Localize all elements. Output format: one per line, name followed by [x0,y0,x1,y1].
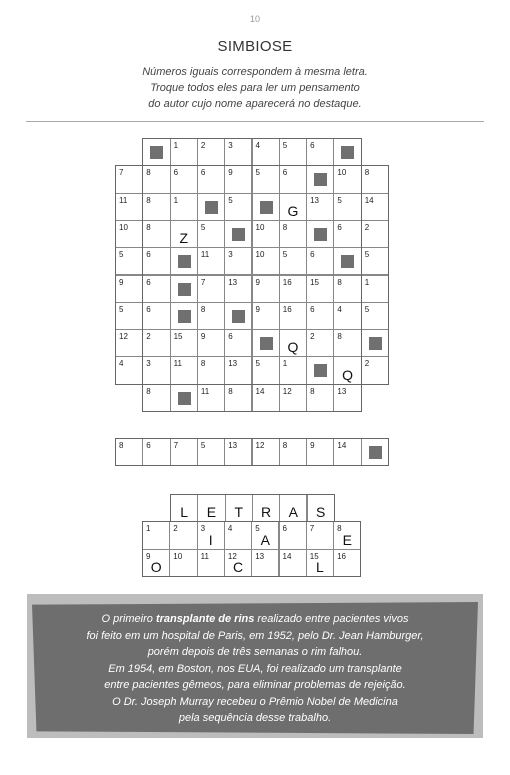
grid-cell [115,275,143,303]
cell-number: 13 [310,195,319,205]
highlight-cell [224,438,252,466]
letras-header-cell [225,494,253,522]
letras-letter: T [234,504,244,521]
cell-number: 8 [200,359,206,369]
grid-cell [333,193,361,221]
cell-number: 2 [200,141,206,150]
grid-cell [197,302,225,330]
cell-number: 12 [227,551,237,561]
grid-cell [224,220,252,248]
cell-number: 14 [364,195,374,205]
cell-number: 6 [228,332,233,342]
cell-number: 8 [228,386,233,396]
letras-letter: R [260,504,272,521]
info-line: pela sequência desse trabalho. [178,712,332,724]
cell-number: 12 [119,332,128,342]
cell-number: 4 [255,141,260,150]
highlight-cell [252,438,280,466]
grid-cell [115,302,143,330]
cell-number: 3 [228,250,233,260]
grid-cell [115,193,143,221]
grid-cell [306,247,334,275]
cell-number: 9 [200,332,206,342]
cell-letter: Q [287,339,299,356]
cell-number: 8 [337,332,342,342]
grid-cell [306,275,334,303]
info-text [32,611,478,727]
cell-number: 12 [255,441,265,450]
cell-number: 15 [310,277,319,287]
cell-number: 13 [337,386,347,396]
cell-number: 6 [200,168,206,178]
cell-number: 8 [200,304,206,314]
cell-number: 10 [255,222,265,232]
cell-number: 2 [173,524,178,534]
grid-cell [333,138,361,166]
key-cell [251,521,279,549]
key-letter: A [260,531,270,548]
info-line: foi feito em um hospital de Paris, em 1952, pelo Dr. Jean Hamburger, [86,629,424,642]
grid-cell [197,138,225,166]
cell-number: 2 [364,359,370,369]
cell-number: 8 [310,386,315,396]
cell-number: 13 [228,277,238,287]
cell-number: 16 [282,277,292,287]
grid-cell [115,247,143,275]
cell-number: 8 [282,222,288,232]
grid-cell [252,384,280,412]
cell-number: 6 [310,141,315,150]
cell-number: 5 [282,250,288,260]
grid-cell [306,220,334,248]
cell-number: 4 [227,524,233,534]
cell-number: 13 [228,441,238,450]
grid-cell [361,275,389,303]
cell-number: 8 [146,222,151,232]
highlight-cell [333,438,361,466]
cell-number: 8 [146,168,151,178]
cell-number: 13 [255,551,265,561]
grid-cell [306,384,334,412]
instruction-line: Troque todos eles para ler um pensamento [150,82,360,94]
grid-cell [252,193,280,221]
cell-number: 5 [200,441,206,450]
key-cell [197,521,225,549]
cell-number: 13 [228,359,238,369]
key-cell [306,549,334,577]
grid-cell [142,329,170,357]
cell-number: 10 [337,168,347,178]
instructions [0,64,510,112]
divider [26,121,484,122]
grid-cell [306,193,334,221]
key-cell [197,549,225,577]
instruction-line: do autor cujo nome aparecerá no destaque. [148,98,362,110]
cell-number: 9 [310,441,315,450]
grid-cell [361,329,389,357]
letras-letter: S [315,504,326,521]
cell-number: 5 [200,222,206,232]
cell-number: 5 [119,304,124,314]
cell-number: 5 [228,195,233,205]
grid-cell [224,275,252,303]
info-line: entre pacientes gêmeos, para eliminar problemas de rejeição. [104,679,406,691]
cell-number: 1 [282,359,288,369]
grid-cell [115,356,143,384]
key-cell [333,549,361,577]
cell-number: 10 [255,250,265,260]
grid-cell [224,329,252,357]
grid-cell [142,384,170,412]
grid-cell [142,220,170,248]
cell-number: 6 [310,304,315,314]
cell-number: 4 [337,304,342,314]
cell-number: 14 [282,551,292,561]
highlight-cell [115,438,143,466]
key-cell [169,521,197,549]
grid-cell [224,165,252,193]
cell-number: 9 [146,551,151,561]
key-cell [142,521,170,549]
grid-cell [142,165,170,193]
key-letter: C [232,558,244,575]
grid-cell [252,275,280,303]
key-letter: O [150,558,162,575]
cell-number: 9 [228,168,233,178]
grid-cell [306,356,334,384]
key-cell [306,521,334,549]
grid-cell [252,356,280,384]
cell-number: 5 [255,168,260,178]
grid-cell [361,302,389,330]
cell-letter: G [287,202,299,219]
letras-letter: A [288,504,298,521]
letras-letter: E [206,504,217,521]
cell-number: 9 [119,277,124,287]
key-cell [169,549,197,577]
cell-number: 12 [282,386,292,396]
letras-header-cell [197,494,225,522]
grid-cell [115,329,143,357]
grid-cell [333,275,361,303]
cell-number: 6 [146,277,151,287]
grid-cell [279,220,307,248]
grid-cell [333,302,361,330]
grid-cell [170,356,198,384]
grid-cell [170,302,198,330]
key-cell [279,549,307,577]
grid-cell [279,275,307,303]
grid-cell [142,193,170,221]
grid-cell [252,165,280,193]
grid-cell [197,247,225,275]
cell-number: 6 [310,250,315,260]
key-letter: I [208,531,213,548]
highlight-cell [142,438,170,466]
cell-number: 5 [337,195,342,205]
cell-number: 1 [146,524,151,534]
grid-cell [306,165,334,193]
cell-number: 11 [200,250,210,260]
grid-cell [170,138,198,166]
grid-cell [252,302,280,330]
grid-cell [224,138,252,166]
info-line: O primeiro transplante de rins realizado entre pacientes vivos [101,613,409,625]
grid-cell [333,384,361,412]
cell-number: 2 [310,332,315,342]
cell-number: 8 [119,441,124,450]
grid-cell [279,247,307,275]
cell-number: 4 [119,359,124,369]
cell-number: 3 [200,524,206,534]
grid-cell [142,247,170,275]
grid-cell [279,356,307,384]
grid-cell [279,193,307,221]
info-line: Em 1954, em Boston, nos EUA, foi realizado um transplante [108,662,402,675]
cell-number: 2 [146,332,151,342]
grid-cell [333,356,361,384]
grid-cell [170,384,198,412]
cell-number: 9 [255,277,260,287]
cell-number: 8 [337,524,342,534]
grid-cell [279,138,307,166]
grid-cell [279,302,307,330]
letras-header-cell [170,494,198,522]
grid-cell [279,329,307,357]
key-cell [224,521,252,549]
cell-number: 11 [200,386,210,396]
cell-number: 1 [173,195,179,205]
highlight-cell [361,438,389,466]
grid-cell [224,356,252,384]
letras-header-cell [307,494,335,522]
cell-number: 9 [255,304,260,314]
grid-cell [197,384,225,412]
grid-cell [197,356,225,384]
info-line: O Dr. Joseph Murray recebeu o Prêmio Nobel de Medicina [112,695,398,708]
cell-number: 5 [255,359,260,369]
cell-number: 6 [282,168,288,178]
grid-cell [197,329,225,357]
cell-number: 7 [200,277,206,287]
grid-cell [279,384,307,412]
cell-number: 11 [200,551,209,561]
key-cell [279,521,307,549]
grid-cell [224,302,252,330]
cell-number: 14 [255,386,265,396]
cell-number: 2 [364,222,370,232]
cell-number: 5 [364,250,370,260]
cell-number: 5 [282,141,288,150]
cell-number: 6 [337,222,342,232]
grid-cell [252,247,280,275]
key-cell [224,549,252,577]
cell-number: 1 [364,277,370,287]
grid-cell [252,220,280,248]
cell-number: 10 [173,551,183,561]
cell-number: 1 [173,141,179,150]
grid-cell [224,247,252,275]
grid-cell [224,193,252,221]
cell-number: 8 [364,168,370,178]
cell-number: 16 [337,551,346,561]
grid-cell [142,138,170,166]
grid-cell [170,220,198,248]
grid-cell [142,275,170,303]
grid-cell [170,275,198,303]
cell-number: 16 [282,304,292,314]
grid-cell [333,329,361,357]
highlight-cell [197,438,225,466]
grid-cell [361,220,389,248]
info-line: porém depois de três semanas o rim falhou. [147,646,363,658]
grid-cell [252,138,280,166]
grid-cell [333,165,361,193]
grid-cell [115,220,143,248]
cell-number: 6 [146,250,151,260]
key-cell [333,521,361,549]
grid-cell [170,193,198,221]
page-number: 10 [249,14,260,24]
cell-number: 6 [173,168,179,178]
cell-number: 11 [173,359,182,369]
cell-number: 5 [255,524,260,534]
cell-number: 8 [337,277,342,287]
cell-number: 14 [337,441,347,450]
grid-cell [361,247,389,275]
key-cell [142,549,170,577]
cell-number: 7 [119,168,124,178]
cell-number: 5 [364,304,370,314]
cell-number: 10 [119,222,128,232]
grid-cell [115,165,143,193]
instruction-line: Números iguais correspondem à mesma letra. [142,66,368,78]
letras-letter: L [180,504,189,521]
grid-cell [306,329,334,357]
letras-header-cell [252,494,280,522]
cell-number: 7 [173,441,179,450]
highlight-cell [279,438,307,466]
cell-number: 7 [309,524,315,534]
info-bold: transplante de rins [155,613,255,625]
grid-cell [197,165,225,193]
grid-cell [142,302,170,330]
cell-number: 11 [119,195,128,205]
cell-number: 15 [173,332,183,342]
key-cell [251,549,279,577]
cell-number: 3 [228,141,233,150]
highlight-cell [170,438,198,466]
grid-cell [306,302,334,330]
highlight-cell [306,438,334,466]
cell-number: 8 [146,386,151,396]
cell-number: 6 [146,441,151,450]
grid-cell [170,165,198,193]
letras-header-cell [279,494,307,522]
key-letter: L [316,558,324,575]
grid-cell [279,165,307,193]
grid-cell [333,220,361,248]
key-letter: E [342,531,352,548]
grid-cell [361,356,389,384]
grid-cell [197,193,225,221]
cell-letter: Z [179,230,189,247]
grid-cell [197,220,225,248]
grid-cell [361,193,389,221]
grid-cell [361,165,389,193]
cell-letter: Q [342,366,353,383]
cell-number: 15 [309,551,319,561]
grid-cell [224,384,252,412]
cell-number: 8 [146,195,151,205]
cell-number: 5 [119,250,124,260]
cell-number: 3 [146,359,151,369]
grid-cell [170,247,198,275]
cell-number: 6 [282,524,287,534]
grid-cell [306,138,334,166]
page-title: SIMBIOSE [217,38,293,55]
grid-cell [252,329,280,357]
cell-number: 6 [146,304,151,314]
cell-number: 8 [282,441,288,450]
grid-cell [142,356,170,384]
grid-cell [333,247,361,275]
grid-cell [197,275,225,303]
grid-cell [170,329,198,357]
